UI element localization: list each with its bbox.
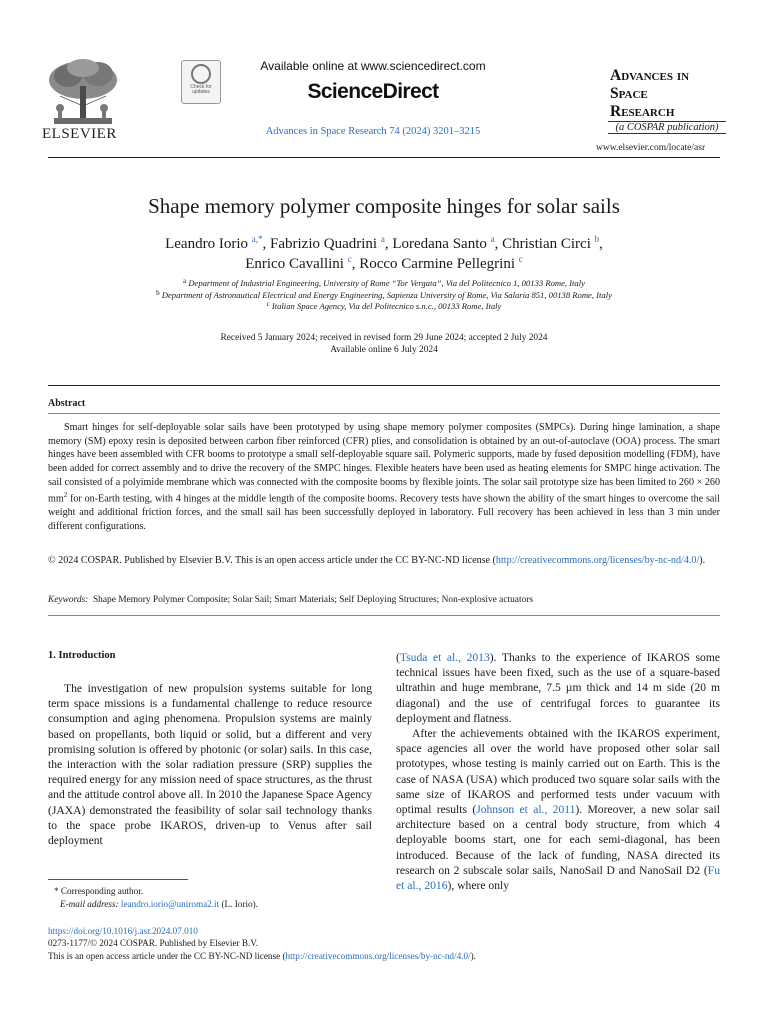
author-name[interactable]: Loredana Santo — [392, 236, 487, 252]
text-part: ( — [396, 651, 400, 664]
keywords — [48, 595, 720, 605]
license-line — [48, 950, 728, 962]
copyright-text: © 2024 COSPAR. Published by Elsevier B.V. This is an open access article under the CC BY-NC-ND license ( — [48, 555, 496, 566]
text-part: ). Thanks to the experience of IKAROS some technical issues have been fixed, such as the use of a square-based ultrathin and huge membrane, 7.5 µm thick and 14 m side (20 m diagonal) and the use of centrifugal forces to guarantee its deployment and flatness. — [396, 651, 720, 725]
article-dates — [40, 333, 728, 356]
publisher-name: ELSEVIER — [42, 126, 117, 142]
author-name[interactable]: Enrico Cavallini — [245, 256, 344, 272]
header-divider — [48, 157, 720, 158]
corresponding-author-note: * Corresponding author. — [54, 886, 144, 896]
publication-footer — [48, 925, 728, 962]
footnote-divider — [48, 879, 188, 880]
affiliation-text: Department of Industrial Engineering, University of Rome “Tor Vergata”, Via del Politecnico 1, 00133 Rome, Italy — [188, 278, 585, 288]
copyright-close: ). — [699, 555, 706, 566]
journal-title-line: Research — [610, 103, 675, 120]
received-dates: Received 5 January 2024; received in revised form 29 June 2024; accepted 2 July 2024 — [220, 333, 548, 343]
author-affiliation-mark[interactable]: a,* — [251, 234, 263, 244]
affiliation — [40, 301, 728, 313]
author-affiliation-mark[interactable]: b — [594, 234, 600, 244]
right-column — [396, 650, 720, 893]
license-text: This is an open access article under the CC BY-NC-ND license ( — [48, 950, 286, 961]
article-title: Shape memory polymer composite hinges for solar sails — [148, 194, 620, 218]
affiliation-text: Italian Space Agency, Via del Politecnico s.n.c., 00133 Rome, Italy — [271, 301, 502, 311]
email-suffix: (L. Iorio). — [219, 899, 258, 909]
author-name[interactable]: Leandro Iorio — [165, 236, 248, 252]
text-part: ). Moreover, a new solar sail architecture based on a central body structure, from which 4 deployable booms start, one for each semi-diagonal, has been introduced. Because of the lack of funding, NASA directed its research on 2 subscale solar sails, NanoSail D and NanoSail D2 ( — [396, 803, 720, 877]
text-part: ), where only — [447, 879, 510, 893]
author-affiliation-mark[interactable]: a — [380, 234, 385, 244]
author-affiliation-mark[interactable]: a — [490, 234, 495, 244]
check-for-updates-icon[interactable] — [181, 60, 221, 104]
paragraph — [396, 726, 720, 893]
section-heading: 1. Introduction — [48, 650, 116, 661]
author-affiliation-mark[interactable]: c — [347, 254, 352, 264]
superscript: 2 — [63, 491, 68, 500]
abstract-text — [48, 421, 720, 534]
author-name[interactable]: Rocco Carmine Pellegrini — [359, 256, 516, 272]
journal-title-line: Advances in — [610, 67, 690, 84]
journal-url[interactable]: www.elsevier.com/locate/asr — [596, 143, 706, 153]
available-online-text: Available online at www.sciencedirect.com — [260, 59, 486, 73]
keywords-list: Shape Memory Polymer Composite; Solar Sail; Smart Materials; Self Deploying Structures; Non-explosive actuators — [92, 595, 534, 605]
abstract-heading-divider — [48, 413, 720, 414]
email-link[interactable]: leandro.iorio@uniroma2.it — [120, 899, 220, 909]
available-online-date: Available online 6 July 2024 — [330, 344, 438, 355]
footnote — [48, 885, 372, 911]
affiliation-mark: b — [156, 288, 160, 297]
check-updates-label: Check for updates — [190, 84, 212, 95]
license-link[interactable]: http://creativecommons.org/licenses/by-nc-nd/4.0/ — [495, 555, 700, 566]
affiliation-mark: c — [266, 300, 270, 308]
doi-link[interactable]: https://doi.org/10.1016/j.asr.2024.07.010 — [48, 926, 198, 936]
license-close: ). — [470, 950, 476, 961]
cospar-note: (a COSPAR publication) — [608, 121, 726, 134]
left-column-paragraph: The investigation of new propulsion systems suitable for long term space missions is a fundamental challenge to reduce resource consumption and aging phenomena. Propulsion systems are mainly based on propellants, both liquid or solid, but a different and very promising solution is offered by photonic (or solar) sails. In this case, the interaction with the solar radiation pressure (SRP) supplies the required energy for any mission need of space structures, as the thrust and the attitude control above all. In 2010 the Japanese Space Agency (JAXA) demonstrated the feasibility of solar sail technology thanks to the space probe IKAROS, driven-up to Venus after sail deployment — [48, 682, 372, 848]
journal-title — [610, 67, 730, 121]
affiliation-text: Department of Astronautical Electrical and Energy Engineering, Sapienza University of Rome, Via Salaria 851, 00138 Rome, Italy — [161, 289, 612, 300]
abstract-text-part: Smart hinges for self-deployable solar sails have been prototyped by using shape memory polymer composites (SMPCs). During hinge lamination, a shape memory (SM) epoxy resin is deposited between carbon fiber reinforced (CFR) plies, and consolidation is obtained by an out-of-autoclave (OOA) process. The smart hinges have been assembled with CFR booms to prototype a small self-deployable square sail. Polymeric supports, made by fused deposition modelling (FDM), have been added for correct assembly and to drive the recovery of the SMPC hinges. Flexible heaters have been used as heating elements for SMPC hinge activation. The sail consisted of a polyimide membrane which was connected with the composite booms by flexible joints. The solar sail prototype size has been limited to 260 × 260 mm — [48, 422, 720, 505]
citation-link[interactable]: Fu et al., 2016 — [396, 863, 720, 893]
author-list: Leandro Iorio $^{a,*}$, Fabrizio Quadrini $^a$, Loredana Santo $^a$, Christian Circi $^b$, Enrico Cavallini $^c$, Rocco Carmine Pellegrini $^c$ — [165, 234, 603, 272]
issn-line: 0273-1177/© 2024 COSPAR. Published by Elsevier B.V. — [48, 938, 259, 949]
journal-reference-link[interactable]: Advances in Space Research 74 (2024) 3201–3215 — [265, 126, 481, 137]
email-label: E-mail address: — [60, 899, 119, 909]
text-part: After the achievements obtained with the IKAROS experiment, space agencies all over the world have proposed other solar sail prototypes, whose testing is mainly carried out on Earth. This is the case of NASA (USA) which produced two square solar sails with the same size of IKAROS and performed tests under vacuum with optimal results ( — [396, 727, 720, 817]
abstract-top-divider — [48, 385, 720, 386]
affiliation — [40, 278, 728, 290]
citation-link[interactable]: Johnson et al., 2011 — [476, 803, 576, 817]
abstract-bottom-divider — [48, 615, 720, 616]
email-note — [48, 898, 372, 911]
journal-title-line: Space — [610, 85, 648, 102]
author-name[interactable]: Christian Circi — [502, 236, 591, 252]
citation-link[interactable]: Tsuda et al., 2013 — [399, 651, 490, 664]
author-affiliation-mark[interactable]: c — [518, 254, 523, 264]
affiliation — [40, 290, 728, 302]
keywords-label: Keywords: — [48, 595, 89, 605]
affiliations — [40, 278, 728, 313]
license-link[interactable]: http://creativecommons.org/licenses/by-nc-nd/4.0/ — [285, 950, 471, 961]
abstract-text-part: for on-Earth testing, with 4 hinges at the middle length of the composite booms. Recovery tests have shown the ability of the smart hinges to overcome the sail weight and additional friction forces, and the small sail has been successfully deployed in laboratory. Full recovery has been achieved in less than 3 min under different configurations. — [48, 493, 720, 532]
abstract-copyright — [48, 554, 720, 568]
abstract-heading: Abstract — [48, 398, 86, 409]
sciencedirect-brand[interactable]: ScienceDirect — [307, 80, 439, 103]
updates-circle-icon — [191, 64, 211, 84]
paragraph — [396, 650, 720, 726]
author-name[interactable]: Fabrizio Quadrini — [270, 236, 378, 252]
affiliation-mark: a — [183, 277, 187, 285]
